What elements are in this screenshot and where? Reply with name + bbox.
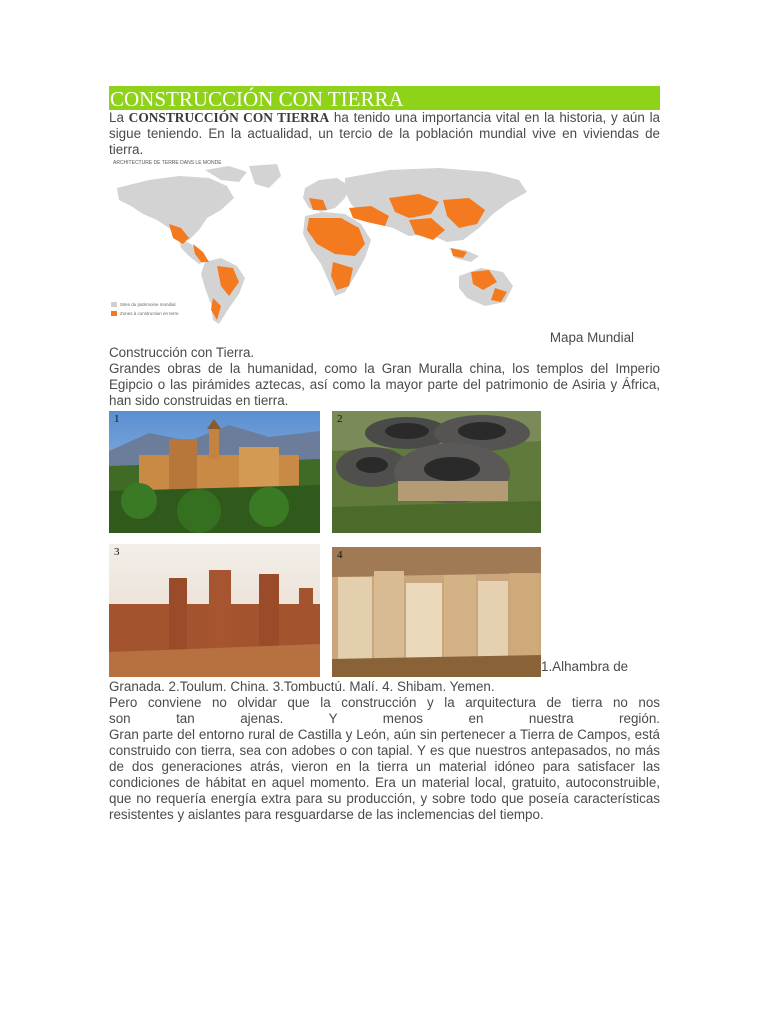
intro-prefix: La <box>109 110 129 125</box>
photo-number-4: 4 <box>337 549 343 561</box>
map-caption-left: Construcción con Tierra. <box>109 345 255 360</box>
photo-alhambra <box>109 411 320 533</box>
photo-number-1: 1 <box>114 413 120 425</box>
document-page <box>109 86 660 823</box>
map-title: ARCHITECTURE DE TERRE DANS LE MONDE <box>113 160 222 166</box>
map-caption-right: Mapa Mundial <box>549 330 634 345</box>
intro-rest: ha tenido una importancia vital en la historia, y aún la sigue teniendo. En la actualidad, un tercio de la población mundial vive en viviendas de tierra. <box>109 110 660 157</box>
legend-swatch-orange <box>111 311 117 316</box>
page-title: CONSTRUCCIÓN CON TIERRA <box>109 86 660 110</box>
intro-paragraph <box>109 110 660 158</box>
photo-caption-start: 1.Alhambra de <box>541 659 629 674</box>
paragraph-not-forget-line1: Pero conviene no olvidar que la construcción y la arquitectura de tierra no nos <box>109 695 660 710</box>
intro-bold-term: CONSTRUCCIÓN CON TIERRA <box>128 110 330 125</box>
world-map-figure <box>109 158 539 330</box>
photo-caption-end: Granada. 2.Toulum. China. 3.Tombuctú. Malí. 4. Shibam. Yemen. <box>109 679 495 694</box>
legend-swatch-gray <box>111 302 117 307</box>
paragraph-not-forget-line2: son tan ajenas. Y menos en nuestra región. <box>109 711 660 726</box>
paragraph-great-works: Grandes obras de la humanidad, como la Gran Muralla china, los templos del Imperio Egipcio o las pirámides aztecas, así como la mayor parte del patrimonio de Asiria y África, han sido construidas en tierra. <box>109 361 660 408</box>
legend-item-earth: Zones à construction en terre <box>111 309 179 318</box>
photo-number-3: 3 <box>114 546 120 558</box>
paragraph-castilla: Gran parte del entorno rural de Castilla y León, aún sin pertenecer a Tierra de Campos, está construido con tierra, sea con adobes o con tapial. Y es que nuestros antepasados, no más de dos generaciones atrás, vieron en la tierra un material idóneo para satisfacer las condiciones de hábitat en aquel momento. Era un material local, gratuito, autoconstruible, que no requería energía extra para su producción, y sobre todo que poseía características resistentes y aislantes para resguardarse de las inclemencias del tiempo. <box>109 727 660 822</box>
photo-shibam <box>332 547 541 677</box>
map-legend <box>111 300 179 318</box>
legend-item-heritage: Sites du patrimoine mondial <box>111 300 179 309</box>
photo-tombuctu <box>109 544 320 677</box>
photo-number-2: 2 <box>337 413 343 425</box>
photo-tulou <box>332 411 541 533</box>
photo-grid <box>109 411 660 679</box>
